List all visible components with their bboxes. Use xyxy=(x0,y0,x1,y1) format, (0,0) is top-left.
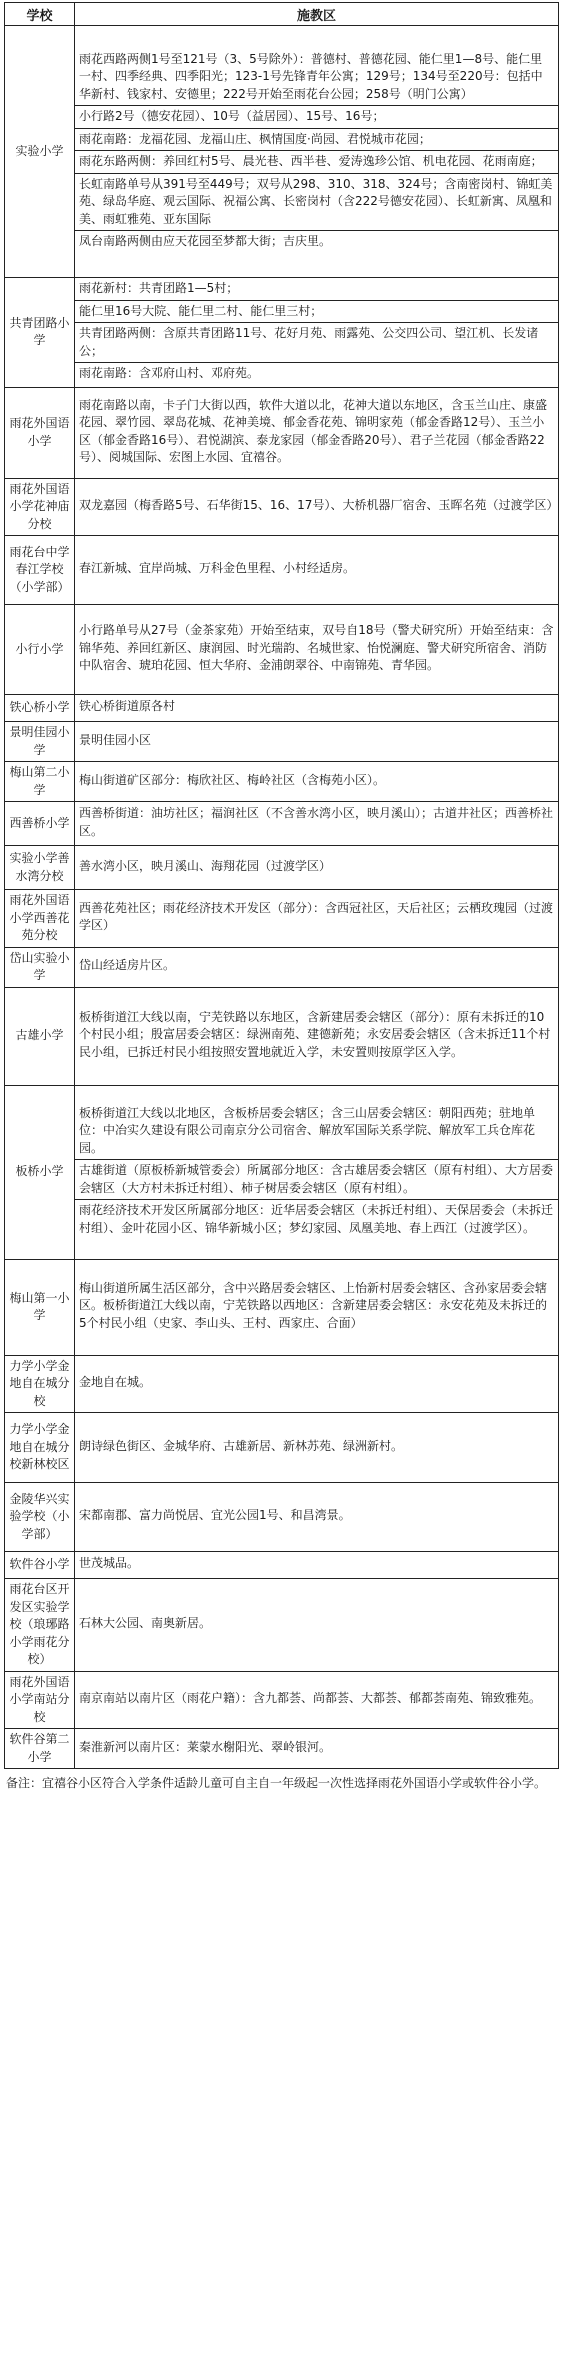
table-row xyxy=(5,278,559,388)
catchment-area-cell xyxy=(75,890,559,948)
table-row xyxy=(5,478,559,536)
school-name-cell: 板桥小学 xyxy=(5,1085,75,1259)
catchment-area-cell xyxy=(75,1483,559,1552)
table-row xyxy=(5,1483,559,1552)
school-name-cell: 雨花外国语小学 xyxy=(5,387,75,478)
school-name-cell: 实验小学 xyxy=(5,26,75,278)
table-row xyxy=(5,802,559,846)
school-name-cell: 西善桥小学 xyxy=(5,802,75,846)
school-name-cell: 实验小学善水湾分校 xyxy=(5,846,75,890)
catchment-area-cell xyxy=(75,478,559,536)
table-row xyxy=(5,536,559,605)
catchment-area-segment: 世茂城品。 xyxy=(79,1556,140,1571)
catchment-area-segment: 雨花经济技术开发区所属部分地区：近华居委会辖区（未拆迁村组）、天保居委会（未拆迁村组）、金叶花园小区、锦华新城小区；梦幻家园、凤凰美地、春上西江（过渡学区）。 xyxy=(75,1199,558,1239)
catchment-area-cell xyxy=(75,802,559,846)
catchment-area-segment: 古雄街道（原板桥新城管委会）所属部分地区：含古雄居委会辖区（原有村组）、大方居委会辖区（大方村未拆迁村组）、柿子树居委会辖区（原有村组）。 xyxy=(75,1159,558,1199)
school-name-cell: 景明佳园小学 xyxy=(5,722,75,762)
school-name-cell: 雨花台中学春江学校（小学部） xyxy=(5,536,75,605)
catchment-area-segment: 雨花西路两侧1号至121号（3、5号除外）：普德村、普德花园、能仁里1—8号、能仁里一村、四季经典、四季阳光；123-1号先锋青年公寓；129号；134号至220号：包括中华新村、钱家村、安德里；222号开始至雨花台公园；258号（明门公寓） xyxy=(79,51,543,101)
table-row xyxy=(5,1671,559,1729)
table-row xyxy=(5,1259,559,1355)
catchment-area-segment: 西善花苑社区；雨花经济技术开发区（部分）：含西冠社区，天后社区；云栖玫瑰园（过渡学区） xyxy=(79,900,554,933)
school-name-cell: 雨花外国语小学南站分校 xyxy=(5,1671,75,1729)
catchment-area-segment: 双龙嘉园（梅香路5号、石华街15、16、17号）、大桥机器厂宿舍、玉晖名苑（过渡学区） xyxy=(79,498,559,512)
table-row xyxy=(5,26,559,278)
table-row xyxy=(5,605,559,695)
catchment-area-segment: 雨花新村：共青团路1—5村； xyxy=(79,281,239,295)
school-name-cell: 软件谷小学 xyxy=(5,1552,75,1579)
school-name-cell: 雨花外国语小学花神庙分校 xyxy=(5,478,75,536)
school-name-cell: 岱山实验小学 xyxy=(5,947,75,987)
table-row xyxy=(5,947,559,987)
catchment-area-cell xyxy=(75,846,559,890)
catchment-area-segment: 秦淮新河以南片区：莱蒙水榭阳光、翠岭银河。 xyxy=(79,1739,332,1754)
school-name-cell: 雨花台区开发区实验学校（琅琊路小学雨花分校） xyxy=(5,1579,75,1672)
header-school: 学校 xyxy=(5,3,75,26)
catchment-area-segment: 雨花南路以南，卡子门大街以西，软件大道以北，花神大道以东地区，含玉兰山庄、康盛花园、翠竹园、翠岛花城、花神美境、郁金香花苑、锦明家苑（郁金香路12号）、玉兰小区（郁金香路16号）、君悦湖滨、泰龙家园（郁金香路20号）、君子兰花园（郁金香路22号）、阅城国际、宏图上水园、宜禧谷。 xyxy=(79,397,548,464)
catchment-area-cell xyxy=(75,1671,559,1729)
school-name-cell: 共青团路小学 xyxy=(5,278,75,388)
catchment-area-segment: 共青团路两侧：含原共青团路11号、花好月苑、雨露苑、公交四公司、望江机、长发诸公； xyxy=(75,322,558,362)
school-name-cell: 软件谷第二小学 xyxy=(5,1729,75,1769)
school-district-table xyxy=(4,2,559,1769)
catchment-area-segment: 板桥街道江大线以南，宁芜铁路以东地区，含新建居委会辖区（部分）：原有未拆迁的10个村民小组；殷富居委会辖区：绿洲南苑、建德新苑；永安居委会辖区（含未拆迁11个村民小组，已拆迁村民小组按照安置地就近入学，未安置则按原学区入学。 xyxy=(79,1009,551,1059)
catchment-area-segment: 小行路2号（德安花园）、10号（益居园）、15号、16号； xyxy=(75,105,558,128)
table-row xyxy=(5,387,559,478)
catchment-area-segment: 梅山街道矿区部分：梅欣社区、梅岭社区（含梅苑小区）。 xyxy=(79,772,386,787)
catchment-area-segment: 金地自在城。 xyxy=(79,1375,152,1389)
catchment-area-segment: 能仁里16号大院、能仁里二村、能仁里三村； xyxy=(75,300,558,323)
catchment-area-cell xyxy=(75,387,559,478)
catchment-area-segment: 西善桥街道：油坊社区；福润社区（不含善水湾小区，映月溪山）；古道井社区；西善桥社区。 xyxy=(79,806,554,838)
table-row xyxy=(5,846,559,890)
table-row xyxy=(5,1729,559,1769)
school-name-cell: 梅山第一小学 xyxy=(5,1259,75,1355)
catchment-area-segment: 铁心桥街道原各村 xyxy=(79,699,176,714)
header-area: 施教区 xyxy=(75,3,559,26)
catchment-area-segment: 善水湾小区，映月溪山、海翔花园（过渡学区） xyxy=(79,858,332,873)
school-name-cell: 铁心桥小学 xyxy=(5,695,75,722)
table-row xyxy=(5,1552,559,1579)
catchment-area-segment: 雨花南路：龙福花园、龙福山庄、枫情国度·尚园、君悦城市花园； xyxy=(75,128,558,151)
catchment-area-segment: 雨花东路两侧：养回红村5号、晨光巷、西半巷、爱涛逸珍公馆、机电花园、花雨南庭； xyxy=(75,150,558,173)
school-name-cell: 金陵华兴实验学校（小学部） xyxy=(5,1483,75,1552)
catchment-area-cell xyxy=(75,26,559,278)
school-name-cell: 力学小学金地自在城分校新林校区 xyxy=(5,1413,75,1483)
catchment-area-cell xyxy=(75,1085,559,1259)
table-body xyxy=(5,26,559,1769)
catchment-area-cell xyxy=(75,695,559,722)
catchment-area-cell xyxy=(75,605,559,695)
school-name-cell: 古雄小学 xyxy=(5,987,75,1085)
catchment-area-cell xyxy=(75,987,559,1085)
catchment-area-cell xyxy=(75,722,559,762)
table-row xyxy=(5,1085,559,1259)
school-name-cell: 梅山第二小学 xyxy=(5,762,75,802)
school-name-cell: 小行小学 xyxy=(5,605,75,695)
catchment-area-cell xyxy=(75,1579,559,1672)
catchment-area-cell xyxy=(75,1413,559,1483)
catchment-area-segment: 岱山经适房片区。 xyxy=(79,958,176,973)
table-row xyxy=(5,1579,559,1672)
school-name-cell: 雨花外国语小学西善花苑分校 xyxy=(5,890,75,948)
catchment-area-cell xyxy=(75,947,559,987)
table-row xyxy=(5,722,559,762)
catchment-area-segment: 景明佳园小区 xyxy=(79,732,152,747)
table-row xyxy=(5,762,559,802)
table-row xyxy=(5,890,559,948)
table-row xyxy=(5,695,559,722)
catchment-area-segment: 板桥街道江大线以北地区，含板桥居委会辖区；含三山居委会辖区：朝阳西苑；驻地单位：中冶实久建设有限公司南京分公司宿舍、解放军国际关系学院、解放军工兵仓库花园。 xyxy=(79,1105,536,1155)
catchment-area-segment: 雨花南路：含邓府山村、邓府苑。 xyxy=(75,362,558,385)
catchment-area-segment: 石林大公园、南奥新居。 xyxy=(79,1616,212,1630)
catchment-area-cell xyxy=(75,1355,559,1413)
catchment-area-cell xyxy=(75,1552,559,1579)
catchment-area-cell xyxy=(75,536,559,605)
catchment-area-segment: 小行路单号从27号（金茶家苑）开始至结束，双号自18号（警犬研究所）开始至结束：含锦华苑、养回红新区、康润园、时光瑞韵、名城世家、怡悦澜庭、警犬研究所宿舍、消防中队宿舍、琥珀花园、恒大华府、金浦朗翠谷、中南锦苑、青华园。 xyxy=(79,623,554,673)
table-header-row xyxy=(5,3,559,26)
table-row xyxy=(5,1413,559,1483)
catchment-area-cell xyxy=(75,1259,559,1355)
catchment-area-segment: 长虹南路单号从391号至449号；双号从298、310、318、324号；含南密岗村、锦虹美苑、绿岛华庭、观云国际、祝福公寓、长密岗村（含222号德安花园）、长虹新寓、凤凰和美、雨虹雅苑、亚东国际 xyxy=(75,173,558,231)
catchment-area-cell xyxy=(75,762,559,802)
catchment-area-cell xyxy=(75,1729,559,1769)
school-district-sheet xyxy=(4,2,558,1793)
table-row xyxy=(5,1355,559,1413)
catchment-area-cell xyxy=(75,278,559,388)
catchment-area-segment: 凤台南路两侧由应天花园至梦都大街；吉庆里。 xyxy=(75,230,558,253)
catchment-area-segment: 朗诗绿色街区、金城华府、古雄新居、新林苏苑、绿洲新村。 xyxy=(79,1438,404,1453)
catchment-area-segment: 春江新城、宜岸尚城、万科金色里程、小村经适房。 xyxy=(79,561,356,576)
catchment-area-segment: 宋都南郡、富力尚悦居、宜光公园1号、和昌湾景。 xyxy=(79,1508,351,1523)
table-row xyxy=(5,987,559,1085)
catchment-area-segment: 南京南站以南片区（雨花户籍）：含九都荟、尚都荟、大都荟、郁都荟南苑、锦致雅苑。 xyxy=(79,1691,542,1705)
footnote: 备注：宜禧谷小区符合入学条件适龄儿童可自主自一年级起一次性选择雨花外国语小学或软件谷小学。 xyxy=(6,1776,547,1790)
catchment-area-segment: 梅山街道所属生活区部分，含中兴路居委会辖区、上怡新村居委会辖区、含孙家居委会辖区。板桥街道江大线以南，宁芜铁路以西地区：含新建居委会辖区：永安花苑及未拆迁的5个村民小组（史家、李山头、王村、西家庄、合面） xyxy=(79,1280,548,1330)
school-name-cell: 力学小学金地自在城分校 xyxy=(5,1355,75,1413)
